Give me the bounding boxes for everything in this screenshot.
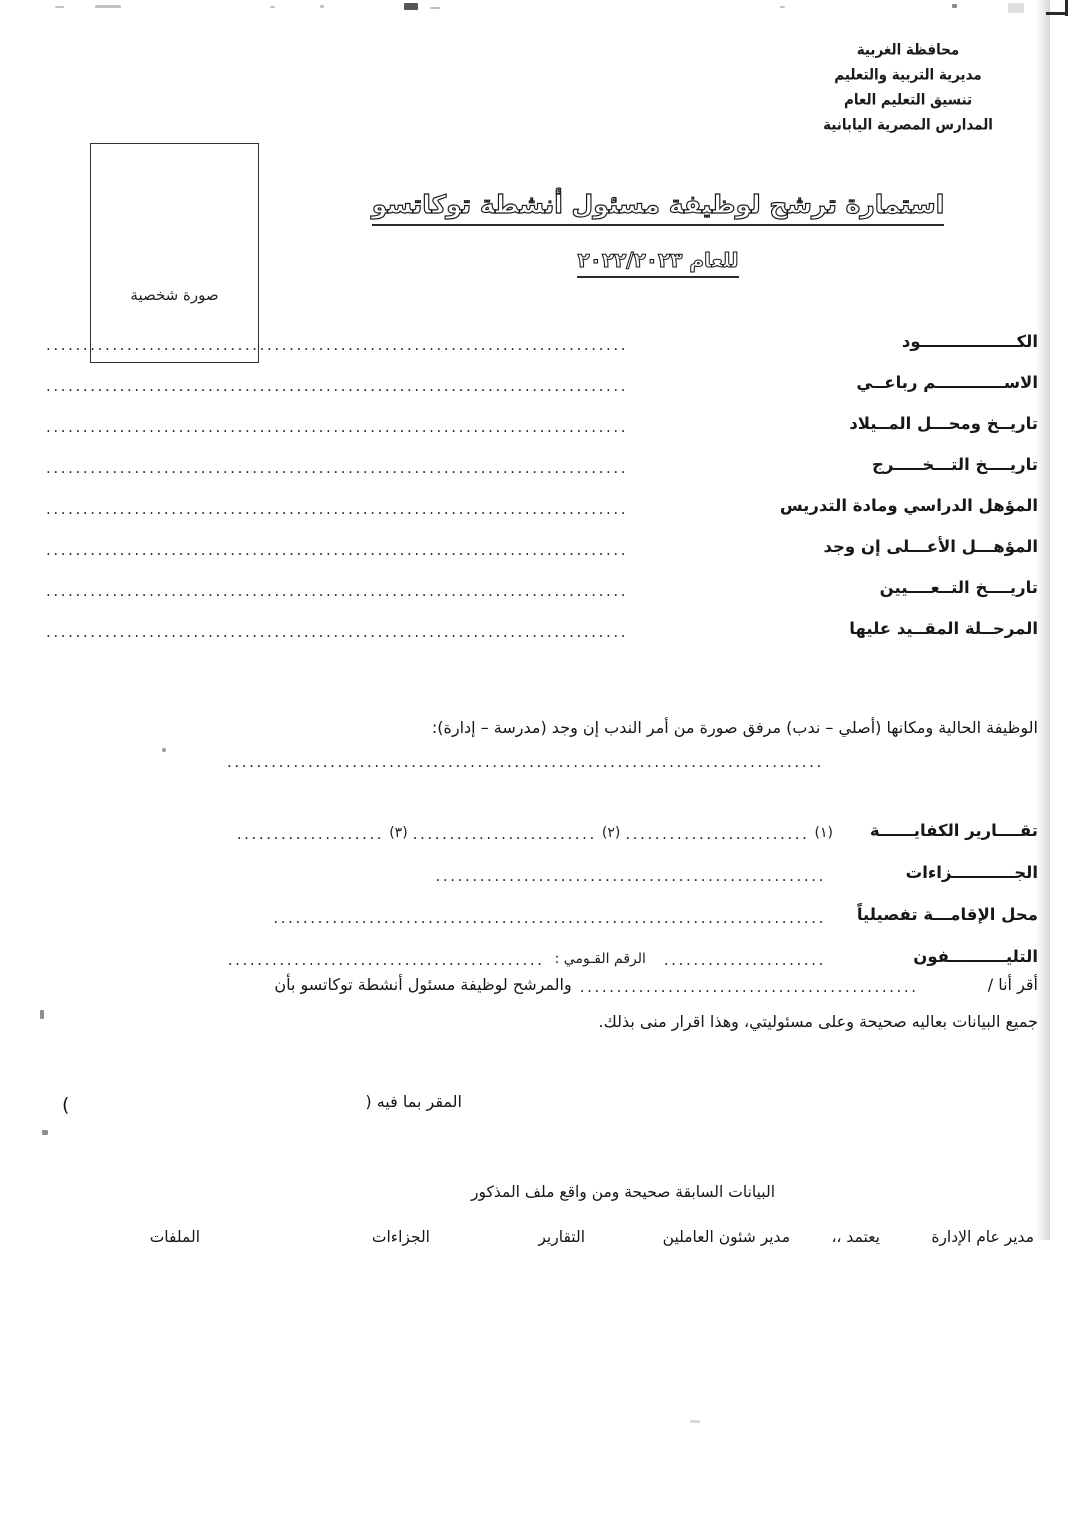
footer-cell-hr-director: مدير شئون العاملين — [662, 1228, 790, 1246]
org-line-schools: المدارس المصرية اليابانية — [823, 115, 993, 134]
footer-cell-general-manager: مدير عام الإدارة — [931, 1228, 1034, 1246]
field-row-efficiency-reports — [38, 800, 1038, 842]
personal-photo-label: صورة شخصية — [130, 286, 219, 304]
field-row-birth — [42, 394, 1038, 435]
scan-shadow — [1037, 0, 1050, 1240]
scan-speck — [690, 1420, 700, 1423]
scan-speck — [55, 6, 64, 8]
declaration-text: جميع البيانات بعاليه صحيحة وعلى مسئوليتي، وهذا اقرار منى بذلك. — [598, 1012, 1038, 1031]
current-job-section — [42, 718, 1038, 770]
footer-cell-files: الملفات — [149, 1228, 200, 1246]
field-row-phone — [38, 926, 1038, 968]
field-input-qualification[interactable]: ............................................................................... — [46, 500, 629, 517]
organization-header — [778, 40, 1038, 139]
field-input-phone[interactable]: ...................... — [663, 951, 826, 968]
page-subtitle-year: للعام ٢٠٢٢/٢٠٢٣ — [577, 248, 738, 278]
declaration-suffix: والمرشح لوظيفة مسئول أنشطة توكاتسو بأن — [274, 975, 572, 994]
field-label-higher-qualification: المؤهـــل الأعـــلى إن وجد — [823, 537, 1038, 556]
field-label-national-id: الرقم القـومي : — [554, 951, 646, 967]
field-label-phone: التليــــــــــفون — [913, 947, 1038, 966]
efficiency-index-3: (٣) — [389, 825, 408, 841]
field-input-appointment-date[interactable]: ............................................................................... — [46, 582, 629, 599]
scan-speck — [430, 7, 440, 9]
field-label-stage: المرحــلة المقــيد عليها — [849, 619, 1038, 638]
field-row-address — [38, 884, 1038, 926]
field-label-efficiency-reports: تقــــارير الكفايــــــة — [869, 821, 1038, 840]
declaration-name-input[interactable]: .............................................. — [579, 978, 919, 995]
current-job-input[interactable]: ................................................................................. — [227, 753, 824, 770]
document-subtitle-container — [278, 248, 1038, 278]
field-input-national-id[interactable]: ........................................... — [227, 951, 545, 968]
scan-speck — [404, 3, 418, 10]
signature-label: المقر بما فيه ( — [365, 1092, 462, 1111]
field-input-birth[interactable]: ............................................................................... — [46, 418, 629, 435]
efficiency-input-3[interactable]: .................... — [236, 825, 385, 842]
field-input-penalties[interactable]: ..................................................... — [435, 867, 826, 884]
current-job-label: الوظيفة الحالية ومكانها (أصلي – ندب) مرفق صورة من أمر الندب إن وجد (مدرسة – إدارة): — [431, 718, 1038, 737]
field-label-address: محل الإقامـــة تفصيلياً — [856, 905, 1038, 924]
field-label-qualification: المؤهل الدراسي ومادة التدريس — [779, 496, 1038, 515]
field-input-graduation-date[interactable]: ............................................................................... — [46, 459, 629, 476]
document-title-container — [278, 190, 1038, 226]
scan-speck — [780, 6, 785, 8]
efficiency-index-1: (١) — [814, 825, 833, 841]
scan-speck — [95, 5, 121, 8]
declaration-line-1 — [38, 975, 1038, 995]
efficiency-index-2: (٢) — [601, 825, 621, 841]
lower-fields — [38, 800, 1038, 968]
declaration-prefix: أقر أنا / — [987, 975, 1038, 994]
field-row-appointment-date — [42, 558, 1038, 599]
signature-section — [0, 1092, 1080, 1132]
org-line-coordination: تنسيق التعليم العام — [843, 90, 973, 109]
footer-note-text: البيانات السابقة صحيحة ومن واقع ملف المذكور — [470, 1183, 775, 1201]
footer-cell-approved-by: يعتمد ،، — [831, 1228, 880, 1246]
efficiency-input-2[interactable]: ......................... — [412, 825, 597, 842]
org-line-directorate: مديرية التربية والتعليم — [834, 65, 982, 84]
field-row-penalties — [38, 842, 1038, 884]
field-row-stage — [42, 599, 1038, 640]
footer-cell-penalties: الجزاءات — [371, 1228, 430, 1246]
field-input-higher-qualification[interactable]: ............................................................................... — [46, 541, 629, 558]
scan-speck — [320, 5, 324, 8]
field-label-birth: تاريــخ ومحـــل المــيلاد — [849, 414, 1038, 433]
org-line-governorate: محافظة الغربية — [856, 40, 960, 59]
efficiency-input-1[interactable]: ......................... — [625, 825, 810, 842]
field-row-full-name — [42, 353, 1038, 394]
signature-paren: ) — [62, 1094, 70, 1116]
scan-speck — [270, 6, 275, 8]
page-title: استمارة ترشح لوظيفة مسئول أنشطة توكاتسو — [372, 190, 945, 226]
field-input-stage[interactable]: ............................................................................... — [46, 623, 629, 640]
footer-cell-reports: التقارير — [538, 1228, 585, 1246]
scan-speck — [952, 4, 957, 8]
field-input-full-name[interactable]: ............................................................................... — [46, 377, 629, 394]
footer-verification-note — [38, 1183, 1038, 1201]
applicant-fields — [42, 312, 1038, 640]
field-label-appointment-date: تاريــــخ التــعــــيين — [879, 578, 1038, 597]
field-row-qualification — [42, 476, 1038, 517]
field-label-penalties: الجـــــــــــزاءات — [905, 863, 1038, 882]
field-row-higher-qualification — [42, 517, 1038, 558]
scan-speck — [1008, 3, 1024, 13]
field-row-graduation-date — [42, 435, 1038, 476]
field-label-graduation-date: تاريــــخ التـــخـــــرج — [871, 455, 1038, 474]
scan-edge-top — [1046, 12, 1068, 15]
field-input-code[interactable]: ............................................................................... — [46, 336, 629, 353]
field-label-full-name: الاســــــــــــم رباعــي — [856, 373, 1038, 392]
declaration-section — [38, 975, 1038, 1031]
field-input-address[interactable]: ........................................................................... — [273, 909, 826, 926]
declaration-line-2 — [38, 1012, 1038, 1031]
field-row-code — [42, 312, 1038, 353]
footer-signature-row — [0, 1228, 1080, 1258]
field-label-code: الكـــــــــــــــــود — [901, 332, 1038, 351]
